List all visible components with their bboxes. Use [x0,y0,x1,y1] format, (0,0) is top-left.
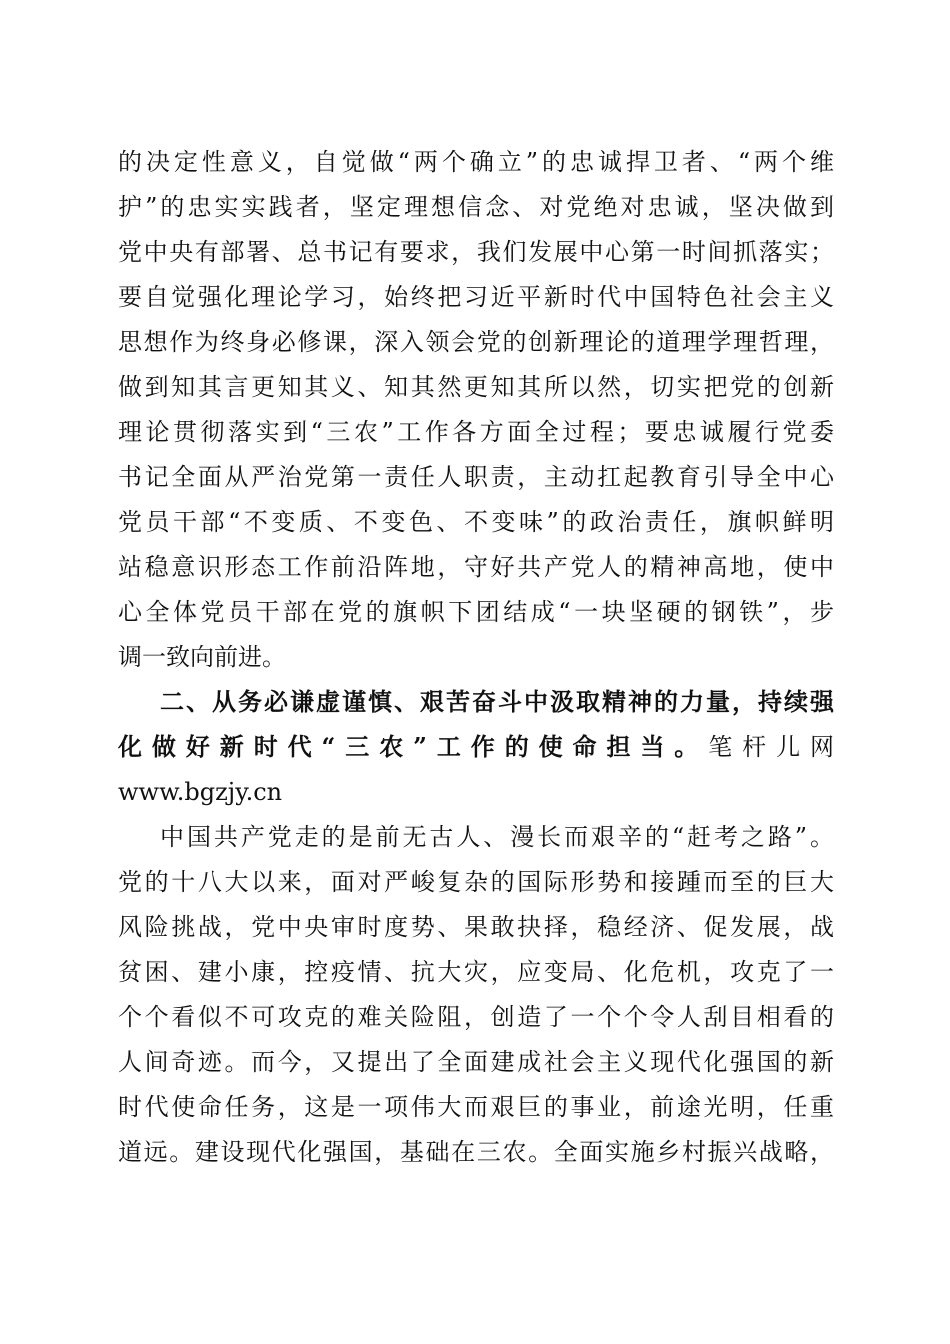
paragraph-1-line-4: 要自觉强化理论学习，始终把习近平新时代中国特色社会主义 [118,283,834,311]
paragraph-1-line-2: 护”的忠实实践者，坚定理想信念、对党绝对忠诚，坚决做到 [118,193,834,221]
watermark-url: www.bgzjy.cn [118,778,283,806]
paragraph-1-line-8: 书记全面从严治党第一责任人职责，主动扛起教育引导全中心 [118,463,834,491]
watermark-site-name: 笔杆儿网 [708,733,835,761]
paragraph-1-line-1: 的决定性意义，自觉做“两个确立”的忠诚捍卫者、“两个维 [118,148,834,176]
paragraph-3-line-4: 贫困、建小康，控疫情、抗大灾，应变局、化危机，攻克了一 [118,958,834,986]
paragraph-3-line-7: 时代使命任务，这是一项伟大而艰巨的事业，前途光明，任重 [118,1093,834,1121]
paragraph-3-line-3: 风险挑战，党中央审时度势、果敢抉择，稳经济、促发展，战 [118,913,834,941]
paragraph-3-line-6: 人间奇迹。而今，又提出了全面建成社会主义现代化强国的新 [118,1048,834,1076]
section-heading-bold-text: 化做好新时代“三农”工作的使命担当。 [118,732,709,761]
section-heading-line-1: 二、从务必谦虚谨慎、艰苦奋斗中汲取精神的力量，持续强 [160,687,834,716]
paragraph-1-line-3: 党中央有部署、总书记有要求，我们发展中心第一时间抓落实； [118,238,834,266]
paragraph-3-line-8: 道远。建设现代化强国，基础在三农。全面实施乡村振兴战略， [118,1138,834,1166]
paragraph-1-line-12: 调一致向前进。 [118,643,286,671]
paragraph-3-line-5: 个个看似不可攻克的难关险阻，创造了一个个令人刮目相看的 [118,1003,834,1031]
paragraph-1-line-5: 思想作为终身必修课，深入领会党的创新理论的道理学理哲理， [118,328,834,356]
paragraph-1-line-9: 党员干部“不变质、不变色、不变味”的政治责任，旗帜鲜明 [118,508,834,536]
paragraph-1-line-11: 心全体党员干部在党的旗帜下团结成“一块坚硬的钢铁”，步 [118,598,834,626]
paragraph-3-line-2: 党的十八大以来，面对严峻复杂的国际形势和接踵而至的巨大 [118,868,834,896]
paragraph-1-line-10: 站稳意识形态工作前沿阵地，守好共产党人的精神高地，使中 [118,553,834,581]
section-heading-line-2 [118,725,834,769]
paragraph-1-line-7: 理论贯彻落实到“三农”工作各方面全过程；要忠诚履行党委 [118,418,834,446]
paragraph-1-line-6: 做到知其言更知其义、知其然更知其所以然，切实把党的创新 [118,373,834,401]
paragraph-3-line-1: 中国共产党走的是前无古人、漫长而艰辛的“赶考之路”。 [160,823,834,851]
